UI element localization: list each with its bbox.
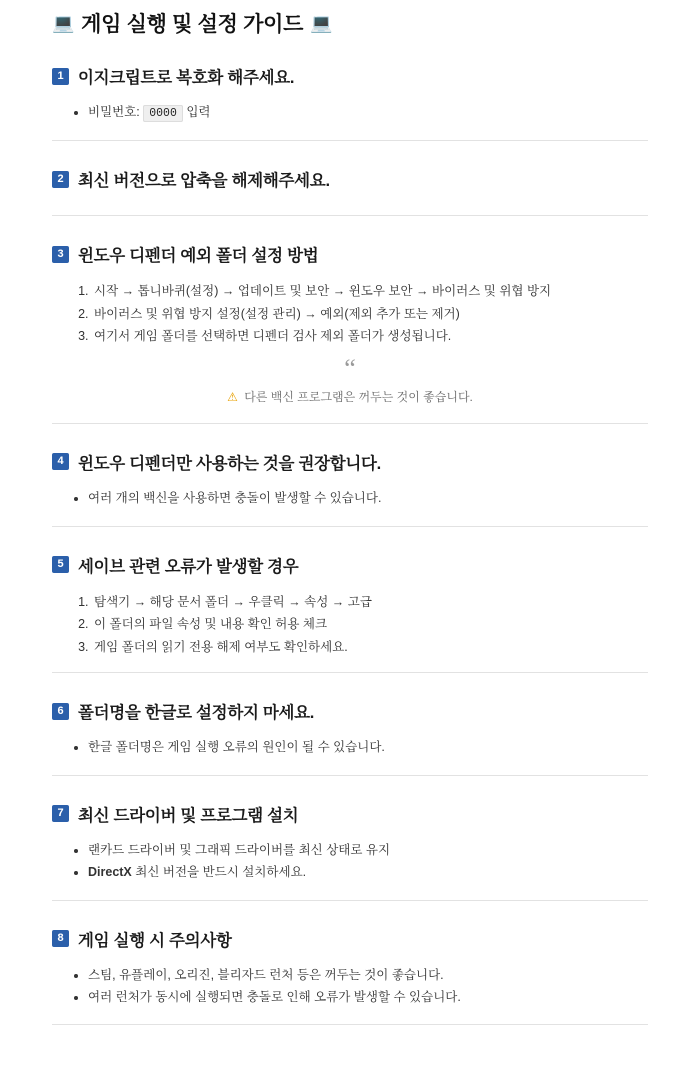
list-item: 한글 폴더명은 게임 실행 오류의 원인이 될 수 있습니다.	[74, 737, 648, 759]
section-number-badge: 4	[52, 453, 69, 470]
list-item	[74, 102, 648, 124]
section-1	[0, 38, 700, 141]
section-3-steps	[52, 280, 648, 348]
section-7-heading	[52, 776, 648, 828]
bullet-text-pre: 비밀번호:	[88, 105, 144, 119]
section-title: 윈도우 디펜더 예외 폴더 설정 방법	[78, 247, 319, 266]
bullet-text: 최신 버전을 반드시 설치하세요.	[131, 864, 307, 879]
laptop-icon-right: 💻	[310, 12, 333, 33]
section-number-badge: 8	[52, 930, 69, 947]
section-3-heading	[52, 216, 648, 268]
list-item: 랜카드 드라이버 및 그래픽 드라이버를 최신 상태로 유지	[74, 840, 648, 862]
section-8	[0, 901, 700, 1026]
note-text-body: 다른 백신 프로그램은 꺼두는 것이 좋습니다.	[244, 389, 473, 404]
list-item	[74, 862, 648, 884]
section-7	[0, 776, 700, 901]
section-2	[0, 141, 700, 216]
section-8-heading	[52, 901, 648, 953]
directx-label: DirectX	[88, 864, 132, 879]
list-item: 3. 게임 폴더의 읽기 전용 해제 여부도 확인하세요.	[92, 636, 648, 659]
section-7-bullets	[52, 840, 648, 884]
list-item: 1. 탐색기 → 해당 문서 폴더 → 우클릭 → 속성 → 고급	[92, 591, 648, 614]
section-3-note	[52, 353, 648, 405]
section-1-bullets	[52, 102, 648, 124]
warning-icon: ⚠	[227, 389, 238, 404]
section-5	[0, 527, 700, 674]
guide-document	[0, 8, 700, 1035]
section-6-bullets	[52, 737, 648, 759]
section-1-heading	[52, 38, 648, 90]
quote-mark-icon: “	[344, 353, 356, 383]
section-number-badge: 5	[52, 556, 69, 573]
section-number-badge: 3	[52, 246, 69, 263]
section-8-bullets	[52, 965, 648, 1009]
section-4	[0, 424, 700, 527]
laptop-icon-left: 💻	[52, 12, 75, 33]
page-title-text: 게임 실행 및 설정 가이드	[81, 13, 304, 36]
list-item: 여러 런처가 동시에 실행되면 충돌로 인해 오류가 발생할 수 있습니다.	[74, 987, 648, 1009]
section-5-heading	[52, 527, 648, 579]
list-item: 스팀, 유플레이, 오리진, 블리자드 런처 등은 꺼두는 것이 좋습니다.	[74, 965, 648, 987]
section-title: 이지크립트로 복호화 해주세요.	[78, 69, 295, 87]
section-title: 세이브 관련 오류가 발생할 경우	[78, 557, 299, 576]
note-text	[52, 388, 648, 405]
section-number-badge: 7	[52, 805, 69, 822]
section-title: 최신 버전으로 압축을 해제해주세요.	[78, 172, 330, 191]
list-item: 여러 개의 백신을 사용하면 충돌이 발생할 수 있습니다.	[74, 488, 648, 510]
list-item: 2. 바이러스 및 위협 방지 설정(설정 관리) → 예외(제외 추가 또는 제거)	[92, 303, 648, 326]
section-number-badge: 6	[52, 703, 69, 720]
page-title	[52, 8, 700, 38]
section-6-heading	[52, 673, 648, 725]
section-3	[0, 216, 700, 424]
section-title: 게임 실행 시 주의사항	[78, 931, 232, 950]
section-number-badge: 1	[52, 68, 69, 85]
section-title: 폴더명을 한글로 설정하지 마세요.	[78, 704, 315, 722]
section-2-heading	[52, 141, 648, 193]
section-number-badge: 2	[52, 171, 69, 188]
bullet-text-post: 입력	[182, 105, 211, 119]
list-item: 3. 여기서 게임 폴더를 선택하면 디펜더 검사 제외 폴더가 생성됩니다.	[92, 325, 648, 348]
section-4-bullets	[52, 488, 648, 510]
section-title: 윈도우 디펜더만 사용하는 것을 권장합니다.	[78, 454, 381, 473]
list-item: 1. 시작 → 톱니바퀴(설정) → 업데이트 및 보안 → 윈도우 보안 → 바이러스 및 위협 방지	[92, 280, 648, 303]
section-4-heading	[52, 424, 648, 476]
list-item: 2. 이 폴더의 파일 속성 및 내용 확인 허용 체크	[92, 613, 648, 636]
section-5-steps	[52, 591, 648, 659]
section-title: 최신 드라이버 및 프로그램 설치	[78, 806, 299, 825]
section-6	[0, 673, 700, 776]
password-value: 0000	[143, 105, 183, 122]
